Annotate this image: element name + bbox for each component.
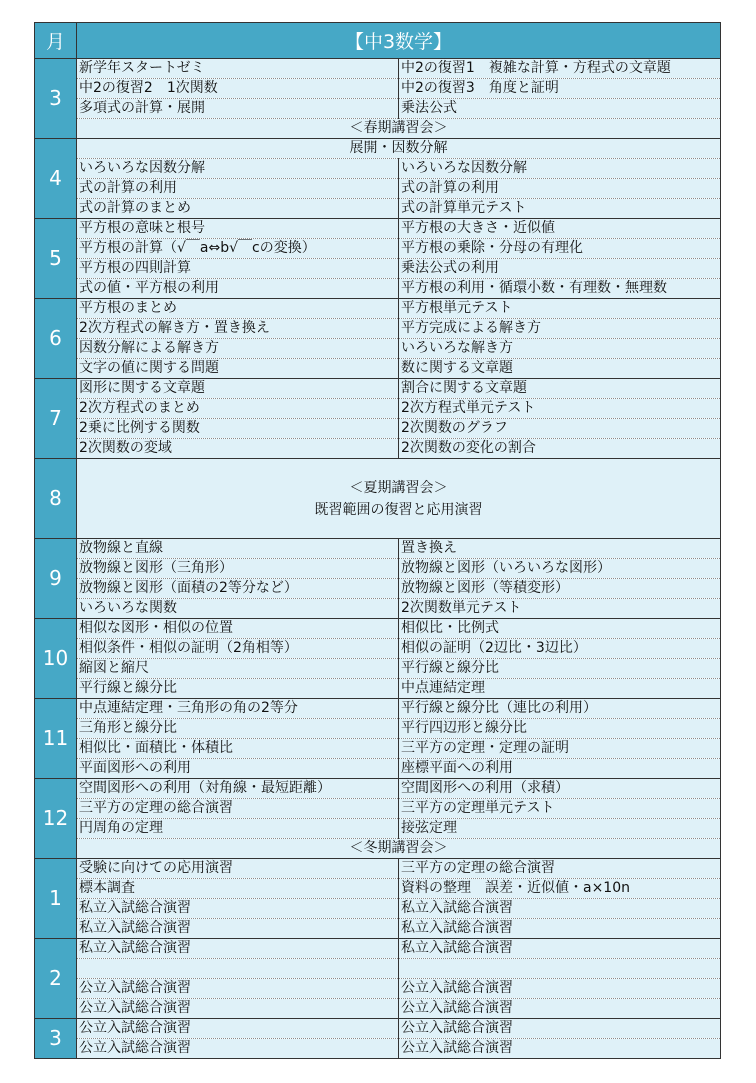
lesson-cell-first: 相似な図形・相似の位置 — [77, 619, 399, 639]
lesson-cell-second: 相似比・比例式 — [399, 619, 721, 639]
lesson-cell-second: いろいろな因数分解 — [399, 159, 721, 179]
month-cell: 11 — [35, 699, 77, 779]
month-cell: 3 — [35, 59, 77, 139]
table-row — [35, 139, 721, 159]
table-row — [35, 59, 721, 79]
lesson-cell-first: 2次方程式のまとめ — [77, 399, 399, 419]
table-row — [35, 739, 721, 759]
session-cell: 展開・因数分解 — [77, 139, 721, 159]
lesson-cell-first: 中点連結定理・三角形の角の2等分 — [77, 699, 399, 719]
lesson-cell-second: 数に関する文章題 — [399, 359, 721, 379]
lesson-cell-second: 空間図形への利用（求積） — [399, 779, 721, 799]
lesson-cell-first: 新学年スタートゼミ — [77, 59, 399, 79]
lesson-cell-first: いろいろな因数分解 — [77, 159, 399, 179]
lesson-cell-second: 三平方の定理・定理の証明 — [399, 739, 721, 759]
session-text: ＜夏期講習会＞ — [349, 479, 448, 496]
lesson-cell-first: いろいろな関数 — [77, 599, 399, 619]
table-row — [35, 219, 721, 239]
table-row — [35, 379, 721, 399]
lesson-cell-first: 円周角の定理 — [77, 819, 399, 839]
lesson-cell-second: 置き換え — [399, 539, 721, 559]
lesson-cell-second: いろいろな解き方 — [399, 339, 721, 359]
table-row — [35, 239, 721, 259]
lesson-cell-first: 放物線と図形（三角形） — [77, 559, 399, 579]
lesson-cell-second: 中2の復習3 角度と証明 — [399, 79, 721, 99]
lesson-cell-first — [77, 959, 399, 979]
lesson-cell-first: 平面図形への利用 — [77, 759, 399, 779]
lesson-cell-second: 接弦定理 — [399, 819, 721, 839]
table-row — [35, 679, 721, 699]
lesson-cell-second: 資料の整理 誤差・近似値・a×10n — [399, 879, 721, 899]
table-row — [35, 939, 721, 959]
table-row — [35, 539, 721, 559]
lesson-cell-second: 中点連結定理 — [399, 679, 721, 699]
table-row — [35, 879, 721, 899]
table-row — [35, 999, 721, 1019]
table-row — [35, 159, 721, 179]
lesson-cell-first: 図形に関する文章題 — [77, 379, 399, 399]
table-row — [35, 819, 721, 839]
lesson-cell-first: 多項式の計算・展開 — [77, 99, 399, 119]
month-row — [35, 459, 721, 539]
table-row — [35, 979, 721, 999]
lesson-cell-first: 平方根の四則計算 — [77, 259, 399, 279]
table-row — [35, 559, 721, 579]
table-row — [35, 119, 721, 139]
lesson-cell-first: 平行線と線分比 — [77, 679, 399, 699]
table-row — [35, 859, 721, 879]
lesson-cell-second: 放物線と図形（いろいろな図形） — [399, 559, 721, 579]
lesson-cell-second: 公立入試総合演習 — [399, 1019, 721, 1039]
lesson-cell-second: 平方完成による解き方 — [399, 319, 721, 339]
lesson-cell-first: 私立入試総合演習 — [77, 899, 399, 919]
table-row — [35, 1039, 721, 1059]
table-row — [35, 579, 721, 599]
lesson-cell-second: 式の計算単元テスト — [399, 199, 721, 219]
lesson-cell-first: 式の値・平方根の利用 — [77, 279, 399, 299]
table-row — [35, 279, 721, 299]
month-cell: 5 — [35, 219, 77, 299]
month-cell: 7 — [35, 379, 77, 459]
lesson-cell-second: 公立入試総合演習 — [399, 999, 721, 1019]
lesson-cell-second: 平方根の利用・循環小数・有理数・無理数 — [399, 279, 721, 299]
lesson-cell-second: 公立入試総合演習 — [399, 1039, 721, 1059]
table-row — [35, 439, 721, 459]
table-row — [35, 659, 721, 679]
lesson-cell-first: 公立入試総合演習 — [77, 999, 399, 1019]
lesson-cell-first: 縮図と縮尺 — [77, 659, 399, 679]
lesson-cell-second: 乗法公式 — [399, 99, 721, 119]
table-row — [35, 619, 721, 639]
month-cell: 9 — [35, 539, 77, 619]
table-row — [35, 699, 721, 719]
table-row — [35, 719, 721, 739]
lesson-cell-second: 私立入試総合演習 — [399, 919, 721, 939]
lesson-cell-first: 公立入試総合演習 — [77, 1039, 399, 1059]
lesson-cell-second: 私立入試総合演習 — [399, 899, 721, 919]
table-row — [35, 299, 721, 319]
month-cell: 10 — [35, 619, 77, 699]
session-cell: ＜冬期講習会＞ — [77, 839, 721, 859]
lesson-cell-second: 公立入試総合演習 — [399, 979, 721, 999]
session-cell — [77, 459, 721, 539]
month-cell: 3 — [35, 1019, 77, 1059]
lesson-cell-first: 2乗に比例する関数 — [77, 419, 399, 439]
lesson-cell-second: 放物線と図形（等積変形） — [399, 579, 721, 599]
lesson-cell-first: 文字の値に関する問題 — [77, 359, 399, 379]
lesson-cell-first: 標本調査 — [77, 879, 399, 899]
lesson-cell-second: 三平方の定理単元テスト — [399, 799, 721, 819]
lesson-cell-first: 公立入試総合演習 — [77, 1019, 399, 1039]
lesson-cell-first: 空間図形への利用（対角線・最短距離） — [77, 779, 399, 799]
lesson-cell-second: 座標平面への利用 — [399, 759, 721, 779]
lesson-cell-first: 平方根の意味と根号 — [77, 219, 399, 239]
table-row — [35, 839, 721, 859]
table-row — [35, 799, 721, 819]
table-row — [35, 1019, 721, 1039]
table-row — [35, 899, 721, 919]
lesson-cell-first: 私立入試総合演習 — [77, 919, 399, 939]
table-row — [35, 919, 721, 939]
table-row — [35, 359, 721, 379]
table-row — [35, 79, 721, 99]
table-row — [35, 759, 721, 779]
lesson-cell-second: 平行線と線分比（連比の利用） — [399, 699, 721, 719]
lesson-cell-second: 平方根単元テスト — [399, 299, 721, 319]
lesson-cell-first: 平方根のまとめ — [77, 299, 399, 319]
lesson-cell-first: 因数分解による解き方 — [77, 339, 399, 359]
month-cell: 12 — [35, 779, 77, 859]
lesson-cell-first: 放物線と図形（面積の2等分など） — [77, 579, 399, 599]
lesson-cell-second: 式の計算の利用 — [399, 179, 721, 199]
lesson-cell-second — [399, 959, 721, 979]
lesson-cell-first: 式の計算のまとめ — [77, 199, 399, 219]
month-cell: 2 — [35, 939, 77, 1019]
table-row — [35, 179, 721, 199]
session-text: 既習範囲の復習と応用演習 — [314, 501, 483, 518]
lesson-cell-first: 2次方程式の解き方・置き換え — [77, 319, 399, 339]
lesson-cell-first: 相似比・面積比・体積比 — [77, 739, 399, 759]
lesson-cell-first: 2次関数の変域 — [77, 439, 399, 459]
lesson-cell-first: 中2の復習2 1次関数 — [77, 79, 399, 99]
lesson-cell-second: 私立入試総合演習 — [399, 939, 721, 959]
lesson-cell-first: 受験に向けての応用演習 — [77, 859, 399, 879]
month-header: 月 — [35, 23, 77, 59]
lesson-cell-second: 2次関数のグラフ — [399, 419, 721, 439]
curriculum-table — [34, 22, 721, 1059]
lesson-cell-second: 平行線と線分比 — [399, 659, 721, 679]
lesson-cell-second: 中2の復習1 複雑な計算・方程式の文章題 — [399, 59, 721, 79]
month-cell: 1 — [35, 859, 77, 939]
table-title: 【中3数学】 — [77, 23, 721, 59]
table-row — [35, 99, 721, 119]
table-row — [35, 599, 721, 619]
lesson-cell-first: 公立入試総合演習 — [77, 979, 399, 999]
table-row — [35, 199, 721, 219]
lesson-cell-second: 乗法公式の利用 — [399, 259, 721, 279]
lesson-cell-second: 2次関数単元テスト — [399, 599, 721, 619]
lesson-cell-first: 私立入試総合演習 — [77, 939, 399, 959]
lesson-cell-second: 平行四辺形と線分比 — [399, 719, 721, 739]
table-row — [35, 959, 721, 979]
lesson-cell-first: 平方根の計算（√￣a⇔b√￣cの変換） — [77, 239, 399, 259]
lesson-cell-first: 相似条件・相似の証明（2角相等） — [77, 639, 399, 659]
lesson-cell-first: 三平方の定理の総合演習 — [77, 799, 399, 819]
month-cell: 4 — [35, 139, 77, 219]
table-row — [35, 419, 721, 439]
lesson-cell-second: 2次関数の変化の割合 — [399, 439, 721, 459]
month-cell: 6 — [35, 299, 77, 379]
schedule-body — [35, 59, 721, 1059]
lesson-cell-second: 平方根の大きさ・近似値 — [399, 219, 721, 239]
lesson-cell-second: 相似の証明（2辺比・3辺比） — [399, 639, 721, 659]
table-row — [35, 259, 721, 279]
table-row — [35, 339, 721, 359]
table-row — [35, 319, 721, 339]
lesson-cell-second: 2次方程式単元テスト — [399, 399, 721, 419]
header-row — [35, 23, 721, 59]
lesson-cell-first: 放物線と直線 — [77, 539, 399, 559]
lesson-cell-first: 三角形と線分比 — [77, 719, 399, 739]
session-cell: ＜春期講習会＞ — [77, 119, 721, 139]
lesson-cell-second: 割合に関する文章題 — [399, 379, 721, 399]
month-cell: 8 — [35, 459, 77, 539]
lesson-cell-second: 平方根の乗除・分母の有理化 — [399, 239, 721, 259]
table-row — [35, 639, 721, 659]
table-row — [35, 399, 721, 419]
lesson-cell-second: 三平方の定理の総合演習 — [399, 859, 721, 879]
table-row — [35, 779, 721, 799]
lesson-cell-first: 式の計算の利用 — [77, 179, 399, 199]
